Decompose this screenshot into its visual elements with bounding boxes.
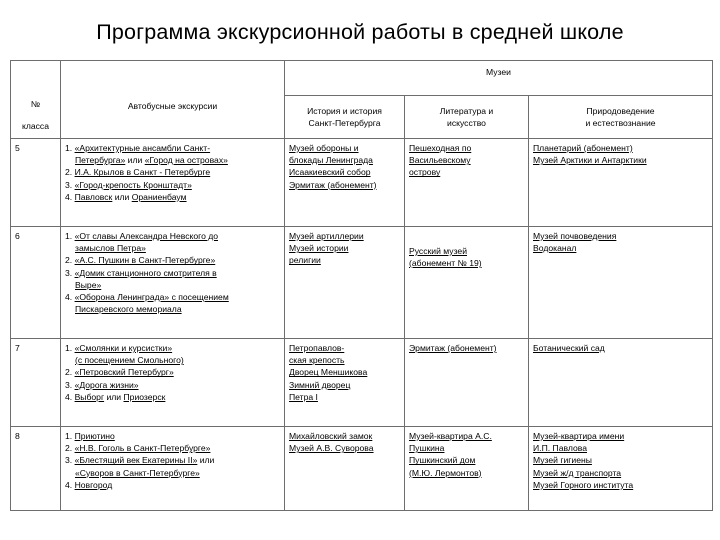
- header-class-num: №: [30, 98, 41, 109]
- nature-museums-cell: [529, 427, 713, 511]
- bus-excursion-line: [65, 430, 280, 442]
- bus-excursion-line: [65, 391, 280, 403]
- history-museums-cell: [285, 139, 405, 227]
- excursion-link[interactable]: замыслов Петра»: [75, 243, 146, 254]
- museum-link[interactable]: религии: [289, 255, 321, 266]
- bus-excursion-line: [65, 454, 280, 466]
- history-museums-cell: [285, 427, 405, 511]
- excursion-link[interactable]: Петербурга»: [75, 155, 126, 166]
- excursion-table: [10, 60, 713, 511]
- bus-excursions-cell: [61, 427, 285, 511]
- museum-link[interactable]: блокады Ленинграда: [289, 155, 373, 166]
- museum-link[interactable]: И.П. Павлова: [533, 443, 587, 454]
- excursion-link[interactable]: Приютино: [74, 431, 115, 441]
- bus-excursion-line: [65, 230, 280, 242]
- header-row-museums: [11, 61, 713, 96]
- literature-museums-cell: [405, 339, 529, 427]
- text-fragment: 2.: [65, 443, 75, 454]
- museum-link[interactable]: Пешеходная по: [409, 143, 472, 153]
- museum-link[interactable]: Зимний дворец: [289, 379, 351, 390]
- bus-excursion-line: [65, 179, 280, 191]
- excursion-link[interactable]: «Н.В. Гоголь в Санкт-Петербурге»: [74, 443, 211, 454]
- excursion-link[interactable]: (с посещением Смольного): [75, 355, 184, 366]
- history-museums-cell: [285, 339, 405, 427]
- page-title: Программа экскурсионной работы в средней школе: [96, 20, 624, 44]
- museum-link[interactable]: Музей обороны и: [289, 143, 359, 153]
- text-fragment: 2.: [65, 255, 75, 266]
- bus-excursions-cell: [61, 139, 285, 227]
- museum-link[interactable]: Музей А.В. Суворова: [289, 443, 374, 454]
- bus-excursion-line: [65, 366, 280, 378]
- text-fragment: 1.: [65, 343, 75, 353]
- header-nature-line: Природоведение: [586, 105, 655, 116]
- excursion-link[interactable]: И.А. Крылов в Санкт - Петербурге: [74, 167, 211, 178]
- bus-excursion-line: [65, 354, 280, 366]
- museum-link[interactable]: Эрмитаж (абонемент): [289, 179, 377, 190]
- text-fragment: 4.: [65, 292, 75, 303]
- museum-link[interactable]: Музей Горного института: [533, 479, 634, 490]
- excursion-link[interactable]: Ораниенбаум: [131, 191, 187, 202]
- museum-link[interactable]: Русский музей: [409, 246, 467, 256]
- text-fragment: или: [125, 155, 145, 166]
- museum-link[interactable]: Петра I: [289, 391, 318, 402]
- excursion-link[interactable]: Павловск: [74, 191, 113, 202]
- excursion-link[interactable]: Выборг: [74, 391, 105, 402]
- grade-cell: 8: [11, 427, 61, 511]
- nature-museums-cell: [529, 227, 713, 339]
- text-fragment: или: [197, 455, 215, 466]
- excursion-link[interactable]: «Блестящий век Екатерины II»: [74, 455, 198, 466]
- excursion-link[interactable]: «Петровский Петербург»: [74, 367, 174, 378]
- bus-excursion-line: [65, 154, 280, 166]
- nature-museums-cell: [529, 339, 713, 427]
- text-fragment: 4.: [65, 191, 75, 202]
- bus-excursion-line: [65, 279, 280, 291]
- excursion-link[interactable]: «А.С. Пушкин в Санкт-Петербурге»: [74, 255, 216, 266]
- museum-link[interactable]: Музей-квартира имени: [533, 431, 625, 441]
- table-row: [11, 139, 713, 227]
- header-literature: [405, 96, 529, 139]
- nature-museums-cell: [529, 139, 713, 227]
- museum-link[interactable]: Пушкина: [409, 443, 445, 454]
- header-literature-line: Литература и: [439, 105, 494, 116]
- header-history-line: История и история: [307, 105, 382, 116]
- excursion-link[interactable]: «Оборона Ленинграда» с посещением: [74, 292, 229, 303]
- excursion-link[interactable]: Пискаревского мемориала: [75, 304, 182, 315]
- header-bus: [61, 61, 285, 139]
- header-nature-line: и естествознание: [585, 118, 656, 128]
- museum-link[interactable]: Дворец Меншикова: [289, 367, 368, 378]
- excursion-link[interactable]: Новгород: [74, 479, 113, 490]
- museum-link[interactable]: Ботанический сад: [533, 343, 605, 353]
- literature-museums-cell: [405, 227, 529, 339]
- table-body: [11, 139, 713, 511]
- excursion-link[interactable]: Выре»: [75, 279, 102, 290]
- museum-link[interactable]: Музей истории: [289, 243, 349, 254]
- museum-link[interactable]: Музей Арктики и Антарктики: [533, 155, 647, 166]
- bus-excursions-cell: [61, 339, 285, 427]
- text-fragment: 2.: [65, 367, 75, 378]
- excursion-link[interactable]: Приозерск: [123, 391, 166, 402]
- museum-link[interactable]: Эрмитаж (абонемент): [409, 343, 497, 353]
- bus-excursion-line: [65, 242, 280, 254]
- header-class: [11, 61, 61, 139]
- excursion-link[interactable]: «Архитектурные ансамбли Санкт-: [74, 143, 211, 153]
- museum-link[interactable]: Васильевскому: [409, 155, 471, 166]
- grade-cell: 6: [11, 227, 61, 339]
- table-row: [11, 339, 713, 427]
- text-fragment: 2.: [65, 167, 75, 178]
- bus-excursion-line: [65, 191, 280, 203]
- museum-link[interactable]: (М.Ю. Лермонтов): [409, 467, 482, 478]
- museum-link[interactable]: Петропавлов-: [289, 343, 345, 353]
- excursion-link[interactable]: «Домик станционного смотрителя в: [74, 267, 217, 278]
- header-history-line: Санкт-Петербурга: [308, 118, 381, 128]
- bus-excursion-line: [65, 267, 280, 279]
- text-fragment: 4.: [65, 391, 75, 402]
- header-nature: [529, 96, 713, 139]
- museum-link[interactable]: Водоканал: [533, 243, 577, 254]
- bus-excursion-line: [65, 479, 280, 491]
- bus-excursion-line: [65, 142, 280, 154]
- text-fragment: 1.: [65, 431, 75, 441]
- museum-link[interactable]: Музей почвоведения: [533, 231, 617, 241]
- bus-excursion-line: [65, 342, 280, 354]
- literature-museums-cell: [405, 139, 529, 227]
- bus-excursion-line: [65, 442, 280, 454]
- header-history: [285, 96, 405, 139]
- text-fragment: или: [104, 391, 124, 402]
- bus-excursion-line: [65, 303, 280, 315]
- excursion-link[interactable]: «Суворов в Санкт-Петербурге»: [75, 467, 200, 478]
- text-fragment: 3.: [65, 455, 75, 466]
- museum-link[interactable]: Пушкинский дом: [409, 455, 476, 466]
- header-museums: Музеи: [285, 61, 713, 96]
- excursion-link[interactable]: «Город-крепость Кронштадт»: [74, 179, 192, 190]
- table-row: [11, 427, 713, 511]
- museum-link[interactable]: Музей ж/д транспорта: [533, 467, 622, 478]
- text-fragment: 3.: [65, 379, 75, 390]
- excursion-link[interactable]: «Город на островах»: [144, 155, 228, 166]
- bus-excursion-line: [65, 291, 280, 303]
- excursion-link[interactable]: «От славы Александра Невского до: [74, 231, 219, 241]
- history-museums-cell: [285, 227, 405, 339]
- text-fragment: 1.: [65, 143, 75, 153]
- excursion-link[interactable]: «Смолянки и курсистки»: [74, 343, 173, 353]
- bus-excursion-line: [65, 467, 280, 479]
- museum-link[interactable]: Исаакиевский собор: [289, 167, 371, 178]
- museum-link[interactable]: Музей гигиены: [533, 455, 592, 466]
- literature-museums-cell: [405, 427, 529, 511]
- table-row: [11, 227, 713, 339]
- text-fragment: или: [112, 191, 132, 202]
- museum-link[interactable]: Музей артиллерии: [289, 231, 364, 241]
- header-class-word: класса: [21, 120, 50, 131]
- header-bus-label: Автобусные экскурсии: [127, 100, 218, 111]
- excursion-link[interactable]: «Дорога жизни»: [74, 379, 139, 390]
- bus-excursion-line: [65, 254, 280, 266]
- bus-excursion-line: [65, 166, 280, 178]
- header-literature-line: искусство: [447, 118, 486, 128]
- grade-cell: 7: [11, 339, 61, 427]
- museum-link[interactable]: острову: [409, 167, 441, 178]
- museum-link[interactable]: Планетарий (абонемент): [533, 143, 633, 153]
- text-fragment: 1.: [65, 231, 75, 241]
- museum-link[interactable]: ская крепость: [289, 355, 345, 366]
- text-fragment: 3.: [65, 267, 75, 278]
- museum-link[interactable]: (абонемент № 19): [409, 258, 482, 269]
- grade-cell: 5: [11, 139, 61, 227]
- museum-link[interactable]: Михайловский замок: [289, 431, 373, 441]
- text-fragment: 3.: [65, 179, 75, 190]
- text-fragment: 4.: [65, 479, 75, 490]
- bus-excursions-cell: [61, 227, 285, 339]
- bus-excursion-line: [65, 379, 280, 391]
- museum-link[interactable]: Музей-квартира А.С.: [409, 431, 492, 441]
